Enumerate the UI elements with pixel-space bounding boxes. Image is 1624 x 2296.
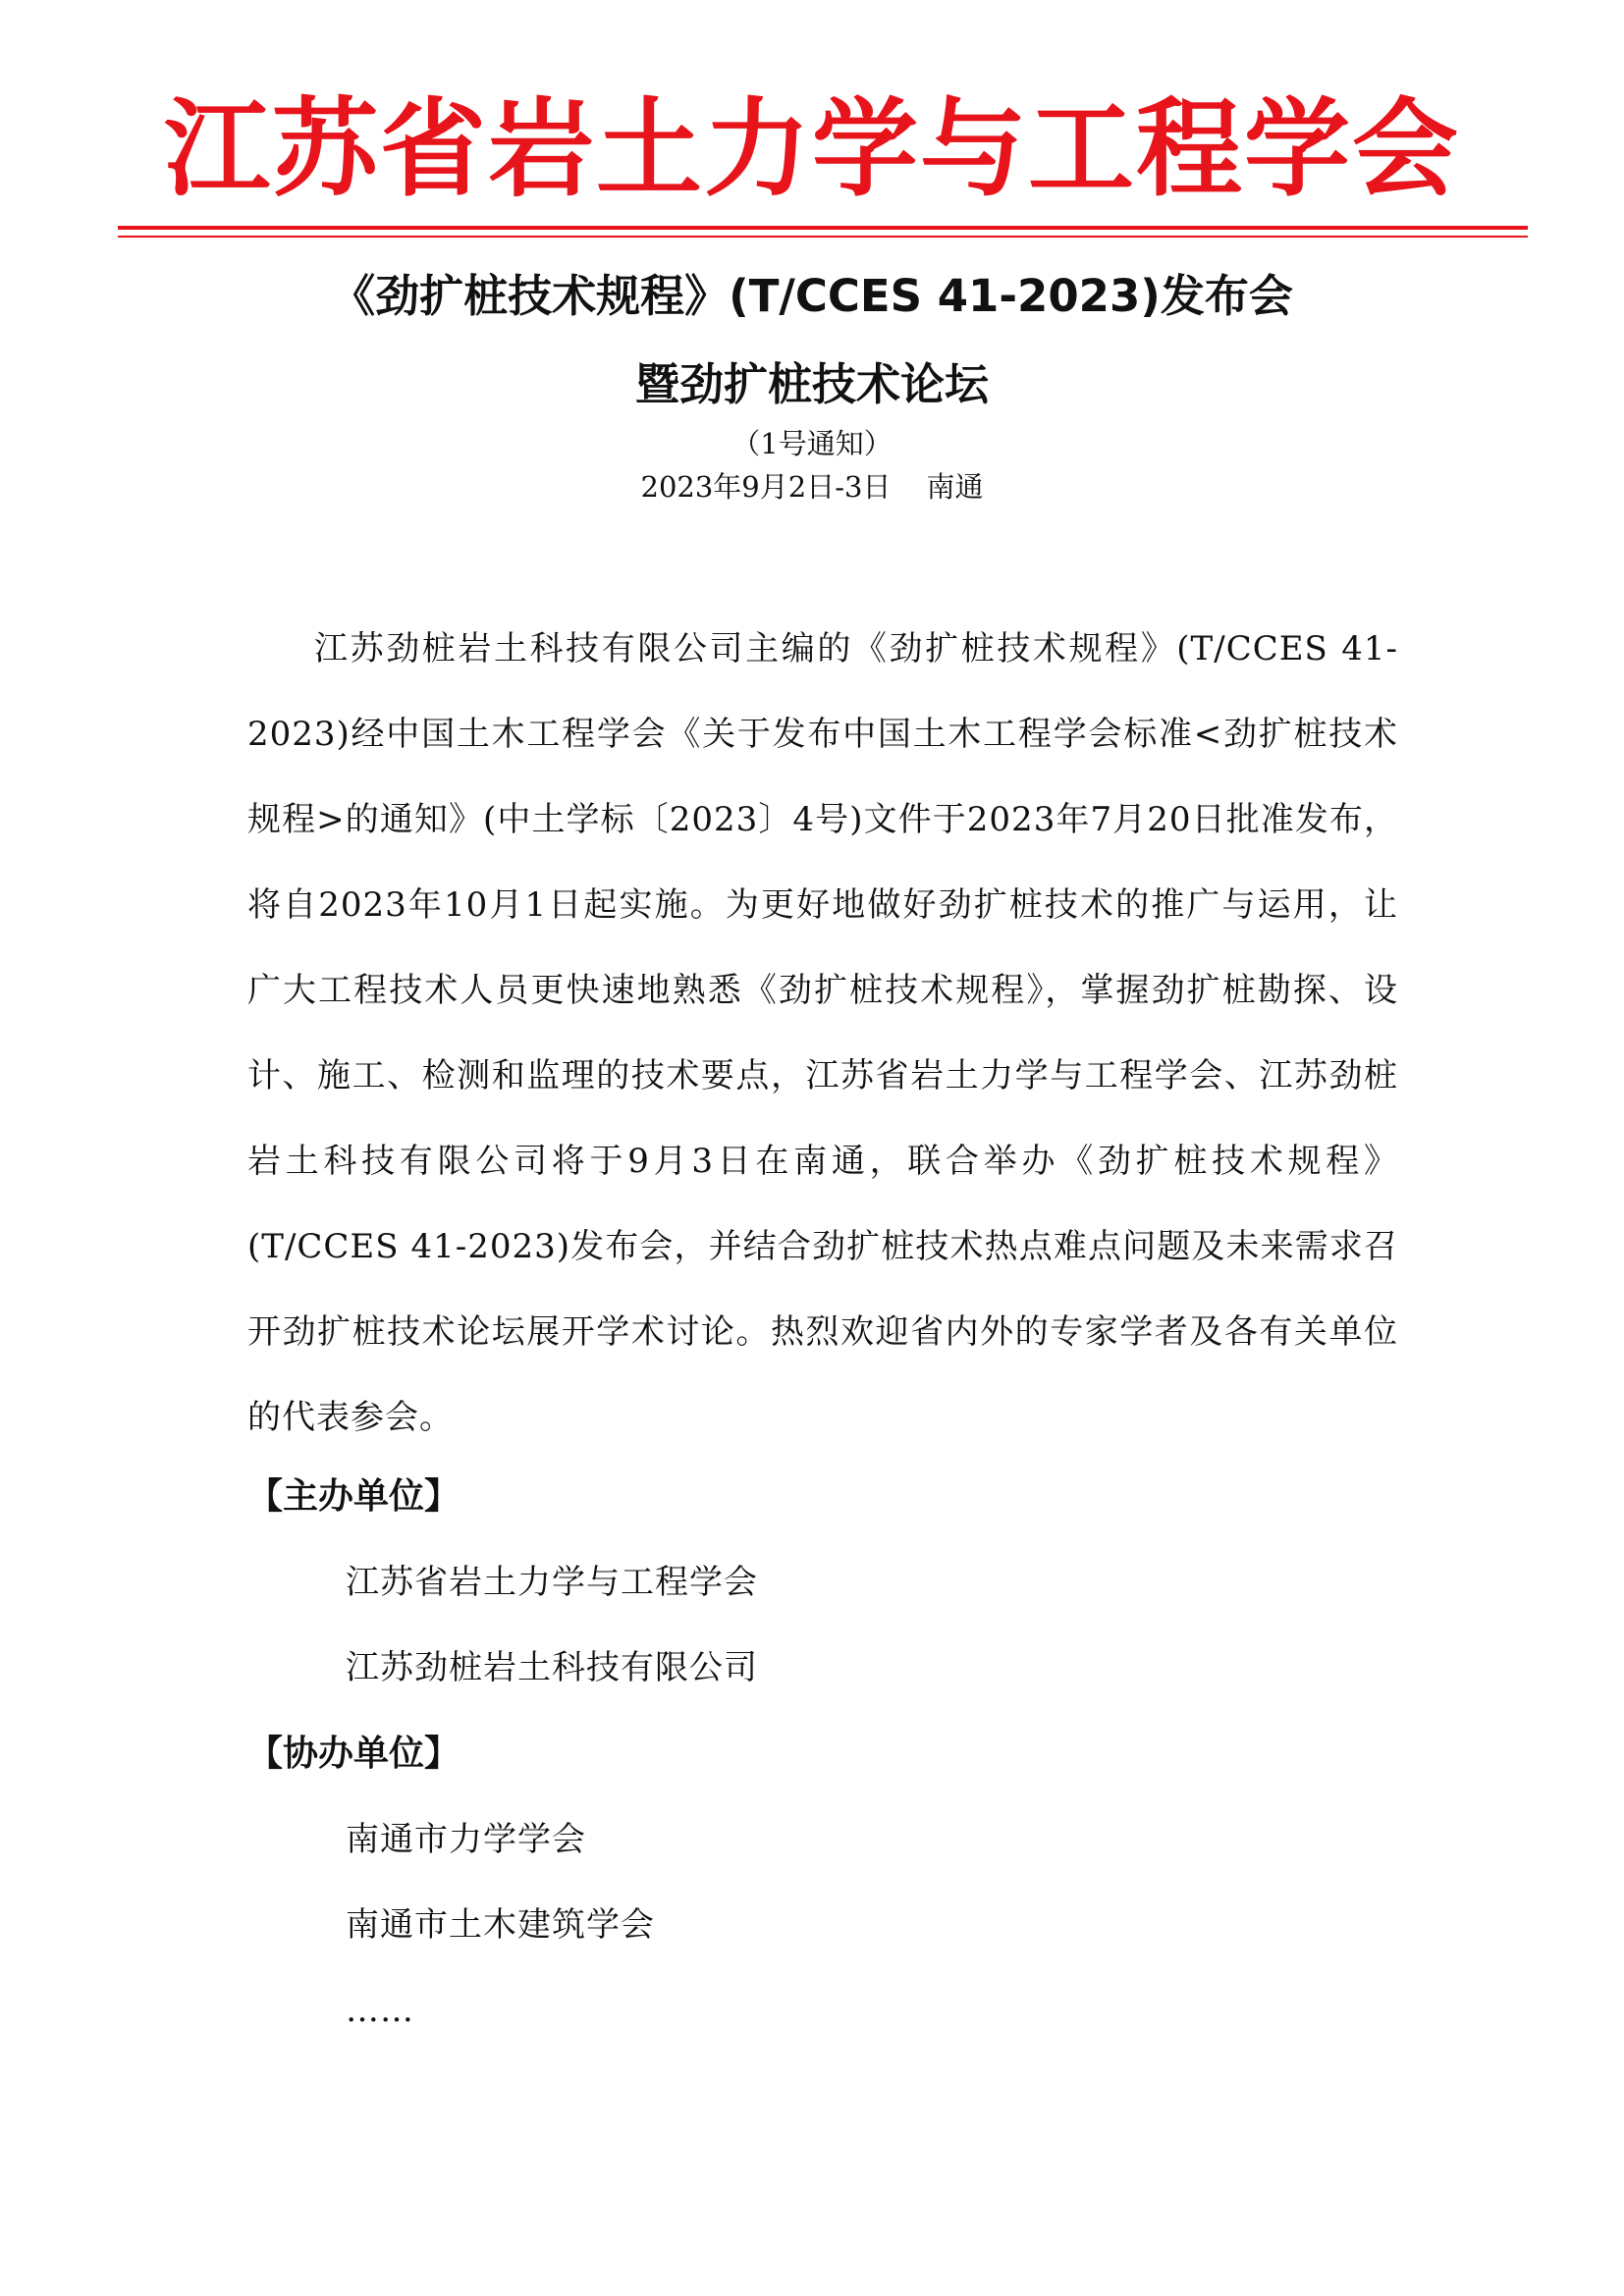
notice-number: （1号通知）	[731, 427, 893, 460]
letterhead-rule-thick	[118, 226, 1528, 230]
letterhead-rule-thin	[118, 236, 1528, 238]
letterhead-org-name: 江苏省岩土力学与工程学会	[163, 88, 1460, 211]
hosts-heading: 【主办单位】	[247, 1476, 460, 1517]
host-item: 江苏省岩土力学与工程学会	[346, 1563, 758, 1602]
notice-place: 南通	[926, 470, 984, 504]
co-organizer-ellipsis: ……	[346, 1991, 414, 2030]
notice-date-place	[0, 467, 1624, 507]
host-item: 江苏劲桩岩土科技有限公司	[346, 1648, 758, 1687]
co-organizer-item: 南通市力学学会	[346, 1820, 586, 1859]
notice-title-line1: 《劲扩桩技术规程》(T/CCES 41-2023)发布会	[331, 270, 1293, 322]
co-organizers-heading: 【协办单位】	[247, 1734, 460, 1774]
notice-date: 2023年9月2日-3日	[640, 470, 892, 504]
body-paragraph: 江苏劲桩岩土科技有限公司主编的《劲扩桩技术规程》(T/CCES 41-2023)经中国土木工程学会《关于发布中国土木工程学会标准<劲扩桩技术规程>的通知》(中土学标〔2023〕4号)文件于2023年7月20日批准发布，将自2023年10月1日起实施。为更好地做好劲扩桩技术的推广与运用，让广大工程技术人员更快速地熟悉《劲扩桩技术规程》，掌握劲扩桩勘探、设计、施工、检测和监理的技术要点，江苏省岩土力学与工程学会、江苏劲桩岩土科技有限公司将于9月3日在南通，联合举办《劲扩桩技术规程》(T/CCES 41-2023)发布会，并结合劲扩桩技术热点难点问题及未来需求召开劲扩桩技术论坛展开学术讨论。热烈欢迎省内外的专家学者及各有关单位的代表参会。	[247, 629, 1398, 1437]
co-organizer-item: 南通市土木建筑学会	[346, 1905, 655, 1945]
notice-title-line2: 暨劲扩桩技术论坛	[634, 358, 989, 410]
